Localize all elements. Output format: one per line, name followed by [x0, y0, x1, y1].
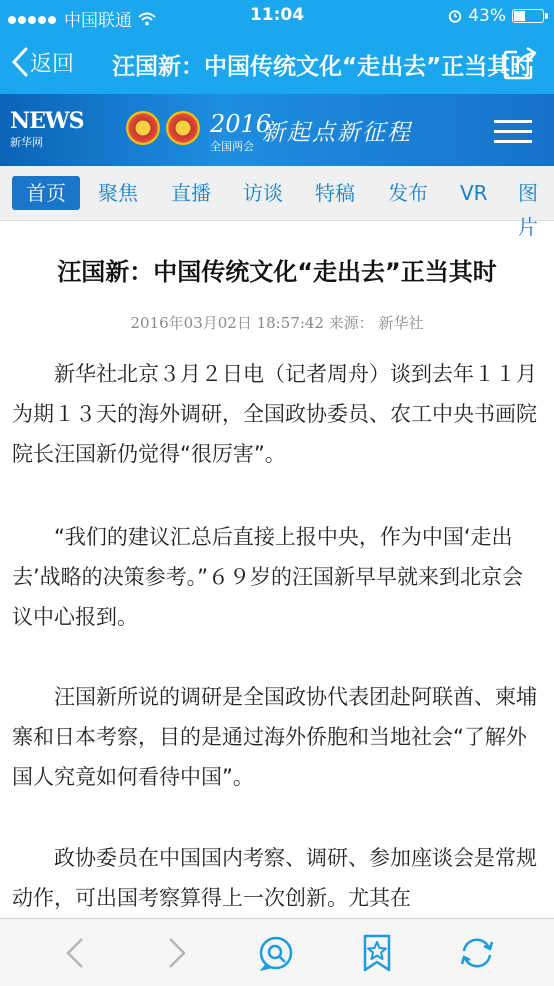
- chevron-left-icon: [10, 46, 30, 78]
- logo-cn: 新华网: [10, 136, 43, 149]
- banner-year: 2016: [210, 110, 272, 138]
- battery-percent: 43%: [468, 6, 506, 26]
- bookmark-button[interactable]: [357, 933, 397, 973]
- browser-back-button[interactable]: [56, 933, 96, 973]
- banner-year-sub: 全国两会: [210, 140, 254, 153]
- tab-interview[interactable]: 访谈: [243, 181, 283, 205]
- carrier-label: 中国联通: [64, 11, 132, 31]
- xinhua-logo[interactable]: [10, 108, 83, 150]
- tab-vr[interactable]: VR: [460, 181, 488, 205]
- back-button[interactable]: [10, 46, 74, 78]
- page-title: 汪国新：中国传统文化“走出去”正当其时: [112, 54, 534, 80]
- site-banner: [0, 94, 554, 166]
- refresh-icon: [457, 933, 497, 973]
- article-title: 汪国新：中国传统文化“走出去”正当其时: [57, 258, 497, 286]
- article-paragraph: 汪国新所说的调研是全国政协代表团赴阿联酋、柬埔寨和日本考察，目的是通过海外侨胞和当地社会“了解外国人究竟如何看待中国”。: [12, 685, 537, 789]
- chevron-left-icon: [56, 933, 96, 973]
- national-emblem-icon: [126, 111, 160, 145]
- article-paragraph: 新华社北京３月２日电（记者周舟）谈到去年１１月为期１３天的海外调研，全国政协委员、农工中央书画院院长汪国新仍觉得“很厉害”。: [12, 362, 537, 466]
- menu-button[interactable]: [494, 120, 532, 150]
- status-time: 11:04: [249, 5, 305, 25]
- status-bar: [0, 0, 554, 32]
- tab-photos[interactable]: 图片: [518, 181, 538, 239]
- cppcc-emblem-icon: [166, 111, 200, 145]
- tab-live[interactable]: 直播: [171, 181, 211, 205]
- chevron-right-icon: [156, 933, 196, 973]
- bottom-toolbar: [0, 918, 554, 986]
- tab-feature[interactable]: 特稿: [315, 181, 355, 205]
- article-paragraph: 政协委员在中国国内考察、调研、参加座谈会是常规动作，可出国考察算得上一次创新。尤其在: [12, 846, 537, 910]
- category-tabs: [0, 166, 554, 239]
- logo-en: NEWS: [10, 108, 84, 134]
- refresh-button[interactable]: [457, 933, 497, 973]
- article-meta: 2016年03月02日 18:57:42 来源： 新华社: [130, 314, 424, 332]
- battery-icon: [512, 9, 544, 23]
- tab-home[interactable]: 首页: [12, 176, 80, 210]
- alarm-icon: [448, 9, 462, 23]
- article-paragraph: “我们的建议汇总后直接上报中央，作为中国‘走出去’战略的决策参考。”６９岁的汪国新早早就来到北京会议中心报到。: [12, 525, 524, 629]
- browser-forward-button[interactable]: [156, 933, 196, 973]
- back-label: 返回: [30, 51, 75, 77]
- comment-button[interactable]: [256, 933, 296, 973]
- nav-bar: [0, 32, 554, 94]
- tab-focus[interactable]: 聚焦: [98, 181, 138, 205]
- comment-search-icon: [256, 933, 296, 973]
- tab-release[interactable]: 发布: [388, 181, 428, 205]
- share-button[interactable]: [502, 46, 538, 84]
- banner-slogan: 新起点新征程: [262, 120, 412, 146]
- article: [0, 220, 554, 918]
- share-icon: [502, 46, 538, 80]
- bookmark-star-icon: [357, 933, 397, 973]
